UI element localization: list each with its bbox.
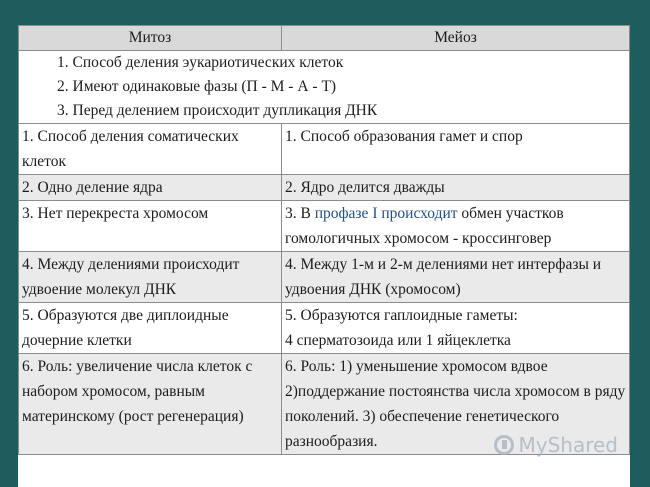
table-row (19, 252, 630, 303)
meiosis-cell: 2. Ядро делится дважды (282, 175, 630, 201)
meiosis-text-suffix: обмен участков гомологичных хромосом - кроссинговер (285, 205, 564, 247)
meiosis-line-1: 5. Образуются гаплоидные гаметы: (285, 307, 518, 324)
header-mitosis: Митоз (19, 26, 282, 51)
table-row (19, 303, 630, 354)
meiosis-highlight-text: профазе I происходит (314, 205, 458, 222)
watermark-text: MyShared (518, 433, 618, 457)
meiosis-cell (282, 303, 630, 354)
meiosis-cell: 6. Роль: 1) уменьшение хромосом вдвое 2)поддержание постоянства числа хромосом в ряду поколений. 3) обеспечение генетического разнообразия. (282, 354, 630, 455)
common-row (19, 51, 630, 124)
meiosis-line-2: 4 сперматозоида или 1 яйцеклетка (285, 332, 511, 349)
mitosis-cell: 5. Образуются две диплоидные дочерние клетки (19, 303, 282, 354)
header-row (19, 26, 630, 51)
table-row (19, 175, 630, 201)
mitosis-cell: 6. Роль: увеличение числа клеток с набором хромосом, равным материнскому (рост регенерация) (19, 354, 282, 455)
common-item-1: 1. Способ деления эукариотических клеток (57, 54, 344, 71)
table-row (19, 201, 630, 252)
comparison-sheet (18, 25, 630, 487)
common-item-2: 2. Имеют одинаковые фазы (П - М - А - Т) (57, 78, 337, 95)
mitosis-cell: 4. Между делениями происходит удвоение молекул ДНК (19, 252, 282, 303)
mitosis-cell: 3. Нет перекреста хромосом (19, 201, 282, 252)
header-meiosis: Мейоз (282, 26, 630, 51)
meiosis-text-prefix: 3. В (285, 205, 315, 222)
mitosis-meiosis-table (18, 25, 630, 455)
mitosis-cell: 1. Способ деления соматических клеток (19, 124, 282, 175)
common-item-3: 3. Перед делением происходит дупликация ДНК (57, 102, 378, 119)
mitosis-cell: 2. Одно деление ядра (19, 175, 282, 201)
meiosis-cell: 1. Способ образования гамет и спор (282, 124, 630, 175)
table-row (19, 354, 630, 455)
meiosis-cell: 4. Между 1-м и 2-м делениями нет интерфазы и удвоения ДНК (хромосом) (282, 252, 630, 303)
meiosis-cell (282, 201, 630, 252)
table-row (19, 124, 630, 175)
common-cell (19, 51, 630, 124)
